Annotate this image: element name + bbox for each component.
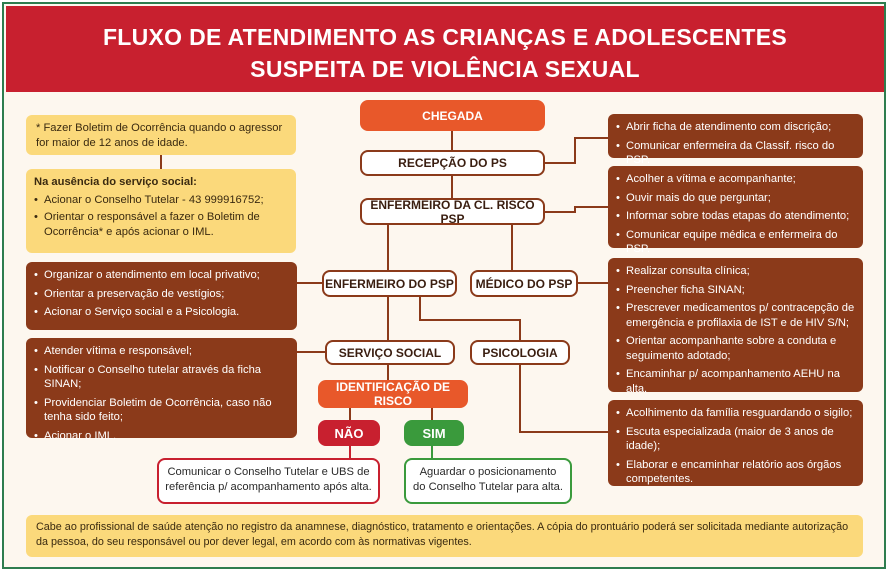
node-identificacao-risco: IDENTIFICAÇÃO DE RISCO	[318, 380, 468, 408]
list-item: • Acionar o Conselho Tutelar - 43 999916752;	[34, 193, 288, 208]
node-chegada: CHEGADA	[360, 100, 545, 131]
list-item: • Realizar consulta clínica;	[616, 264, 855, 279]
title-line-2: SUSPEITA DE VIOLÊNCIA SEXUAL	[250, 56, 640, 82]
list-item: • Acionar o Serviço social e a Psicologia.	[34, 305, 289, 320]
node-servico-social: SERVIÇO SOCIAL	[325, 340, 455, 365]
list-item: • Ouvir mais do que perguntar;	[616, 191, 855, 206]
medico-tasks	[608, 258, 863, 395]
note-ausencia-list	[34, 193, 288, 240]
list-item: • Prescrever medicamentos p/ contracepção de emergência e profilaxia de IST e de HIV S/N;	[616, 301, 855, 330]
title-line-1: FLUXO DE ATENDIMENTO AS CRIANÇAS E ADOLESCENTES	[102, 24, 788, 50]
outcome-nao: Comunicar o Conselho Tutelar e UBS de referência p/ acompanhamento após alta.	[157, 458, 380, 504]
connector	[520, 365, 608, 432]
list-item: • Notificar o Conselho tutelar através da ficha SINAN;	[34, 363, 289, 392]
node-medico-psp: MÉDICO DO PSP	[470, 270, 578, 297]
node-enfermeiro-psp: ENFERMEIRO DO PSP	[322, 270, 457, 297]
list-item: • Informar sobre todas etapas do atendimento;	[616, 209, 855, 224]
list-item: • Orientar a preservação de vestígios;	[34, 287, 289, 302]
note-ausencia-servico-social	[26, 169, 296, 253]
list-item: • Preencher ficha SINAN;	[616, 283, 855, 298]
list-item: • Orientar o responsável a fazer o Boletim de Ocorrência* e após acionar o IML.	[34, 210, 288, 239]
note-boletim: * Fazer Boletim de Ocorrência quando o agressor for maior de 12 anos de idade.	[26, 115, 296, 155]
list-item: • Comunicar equipe médica e enfermeira do PSP.	[616, 228, 855, 257]
enfermeiro-psp-tasks	[26, 262, 297, 330]
note-ausencia-heading: Na ausência do serviço social:	[34, 176, 197, 188]
list-item: • Orientar acompanhante sobre a conduta e seguimento adotado;	[616, 334, 855, 363]
list-item: • Acolhimento da família resguardando o sigilo;	[616, 406, 855, 421]
connector	[545, 207, 608, 212]
list-item: • Abrir ficha de atendimento com discrição;	[616, 120, 855, 135]
servico-social-tasks	[26, 338, 297, 442]
node-recepcao: RECEPÇÃO DO PS	[360, 150, 545, 176]
node-psicologia: PSICOLOGIA	[470, 340, 570, 365]
list-item: • Acionar o IML.	[34, 429, 289, 444]
list-item: • Escuta especializada (maior de 3 anos de idade);	[616, 425, 855, 454]
connector	[420, 297, 520, 340]
list-item: • Acolher a vítima e acompanhante;	[616, 172, 855, 187]
psicologia-tasks	[608, 400, 863, 486]
node-sim: SIM	[404, 420, 464, 446]
node-enfermeiro-risco: ENFERMEIRO DA CL. RISCO PSP	[360, 198, 545, 225]
recepcao-tasks	[608, 114, 863, 166]
list-item: • Atender vítima e responsável;	[34, 344, 289, 359]
list-item: • Providenciar Boletim de Ocorrência, caso não tenha sido feito;	[34, 396, 289, 425]
list-item: • Elaborar e encaminhar relatório aos órgãos competentes.	[616, 458, 855, 487]
outcome-sim: Aguardar o posicionamento do Conselho Tutelar para alta.	[404, 458, 572, 504]
list-item: • Comunicar enfermeira da Classif. risco do PSP.	[616, 139, 855, 168]
enfermeiro-risco-tasks	[608, 166, 863, 255]
footer-note: Cabe ao profissional de saúde atenção no registro da anamnese, diagnóstico, tratamento e orientações. A cópia do prontuário poderá ser solicitada mediante autorização da pessoa, do seu responsável ou por dever legal, em acordo com às normativas vigentes.	[26, 515, 863, 557]
node-nao: NÃO	[318, 420, 380, 446]
list-item: • Organizar o atendimento em local privativo;	[34, 268, 289, 283]
connector	[545, 138, 608, 163]
list-item: • Encaminhar p/ acompanhamento AEHU na alta.	[616, 367, 855, 396]
